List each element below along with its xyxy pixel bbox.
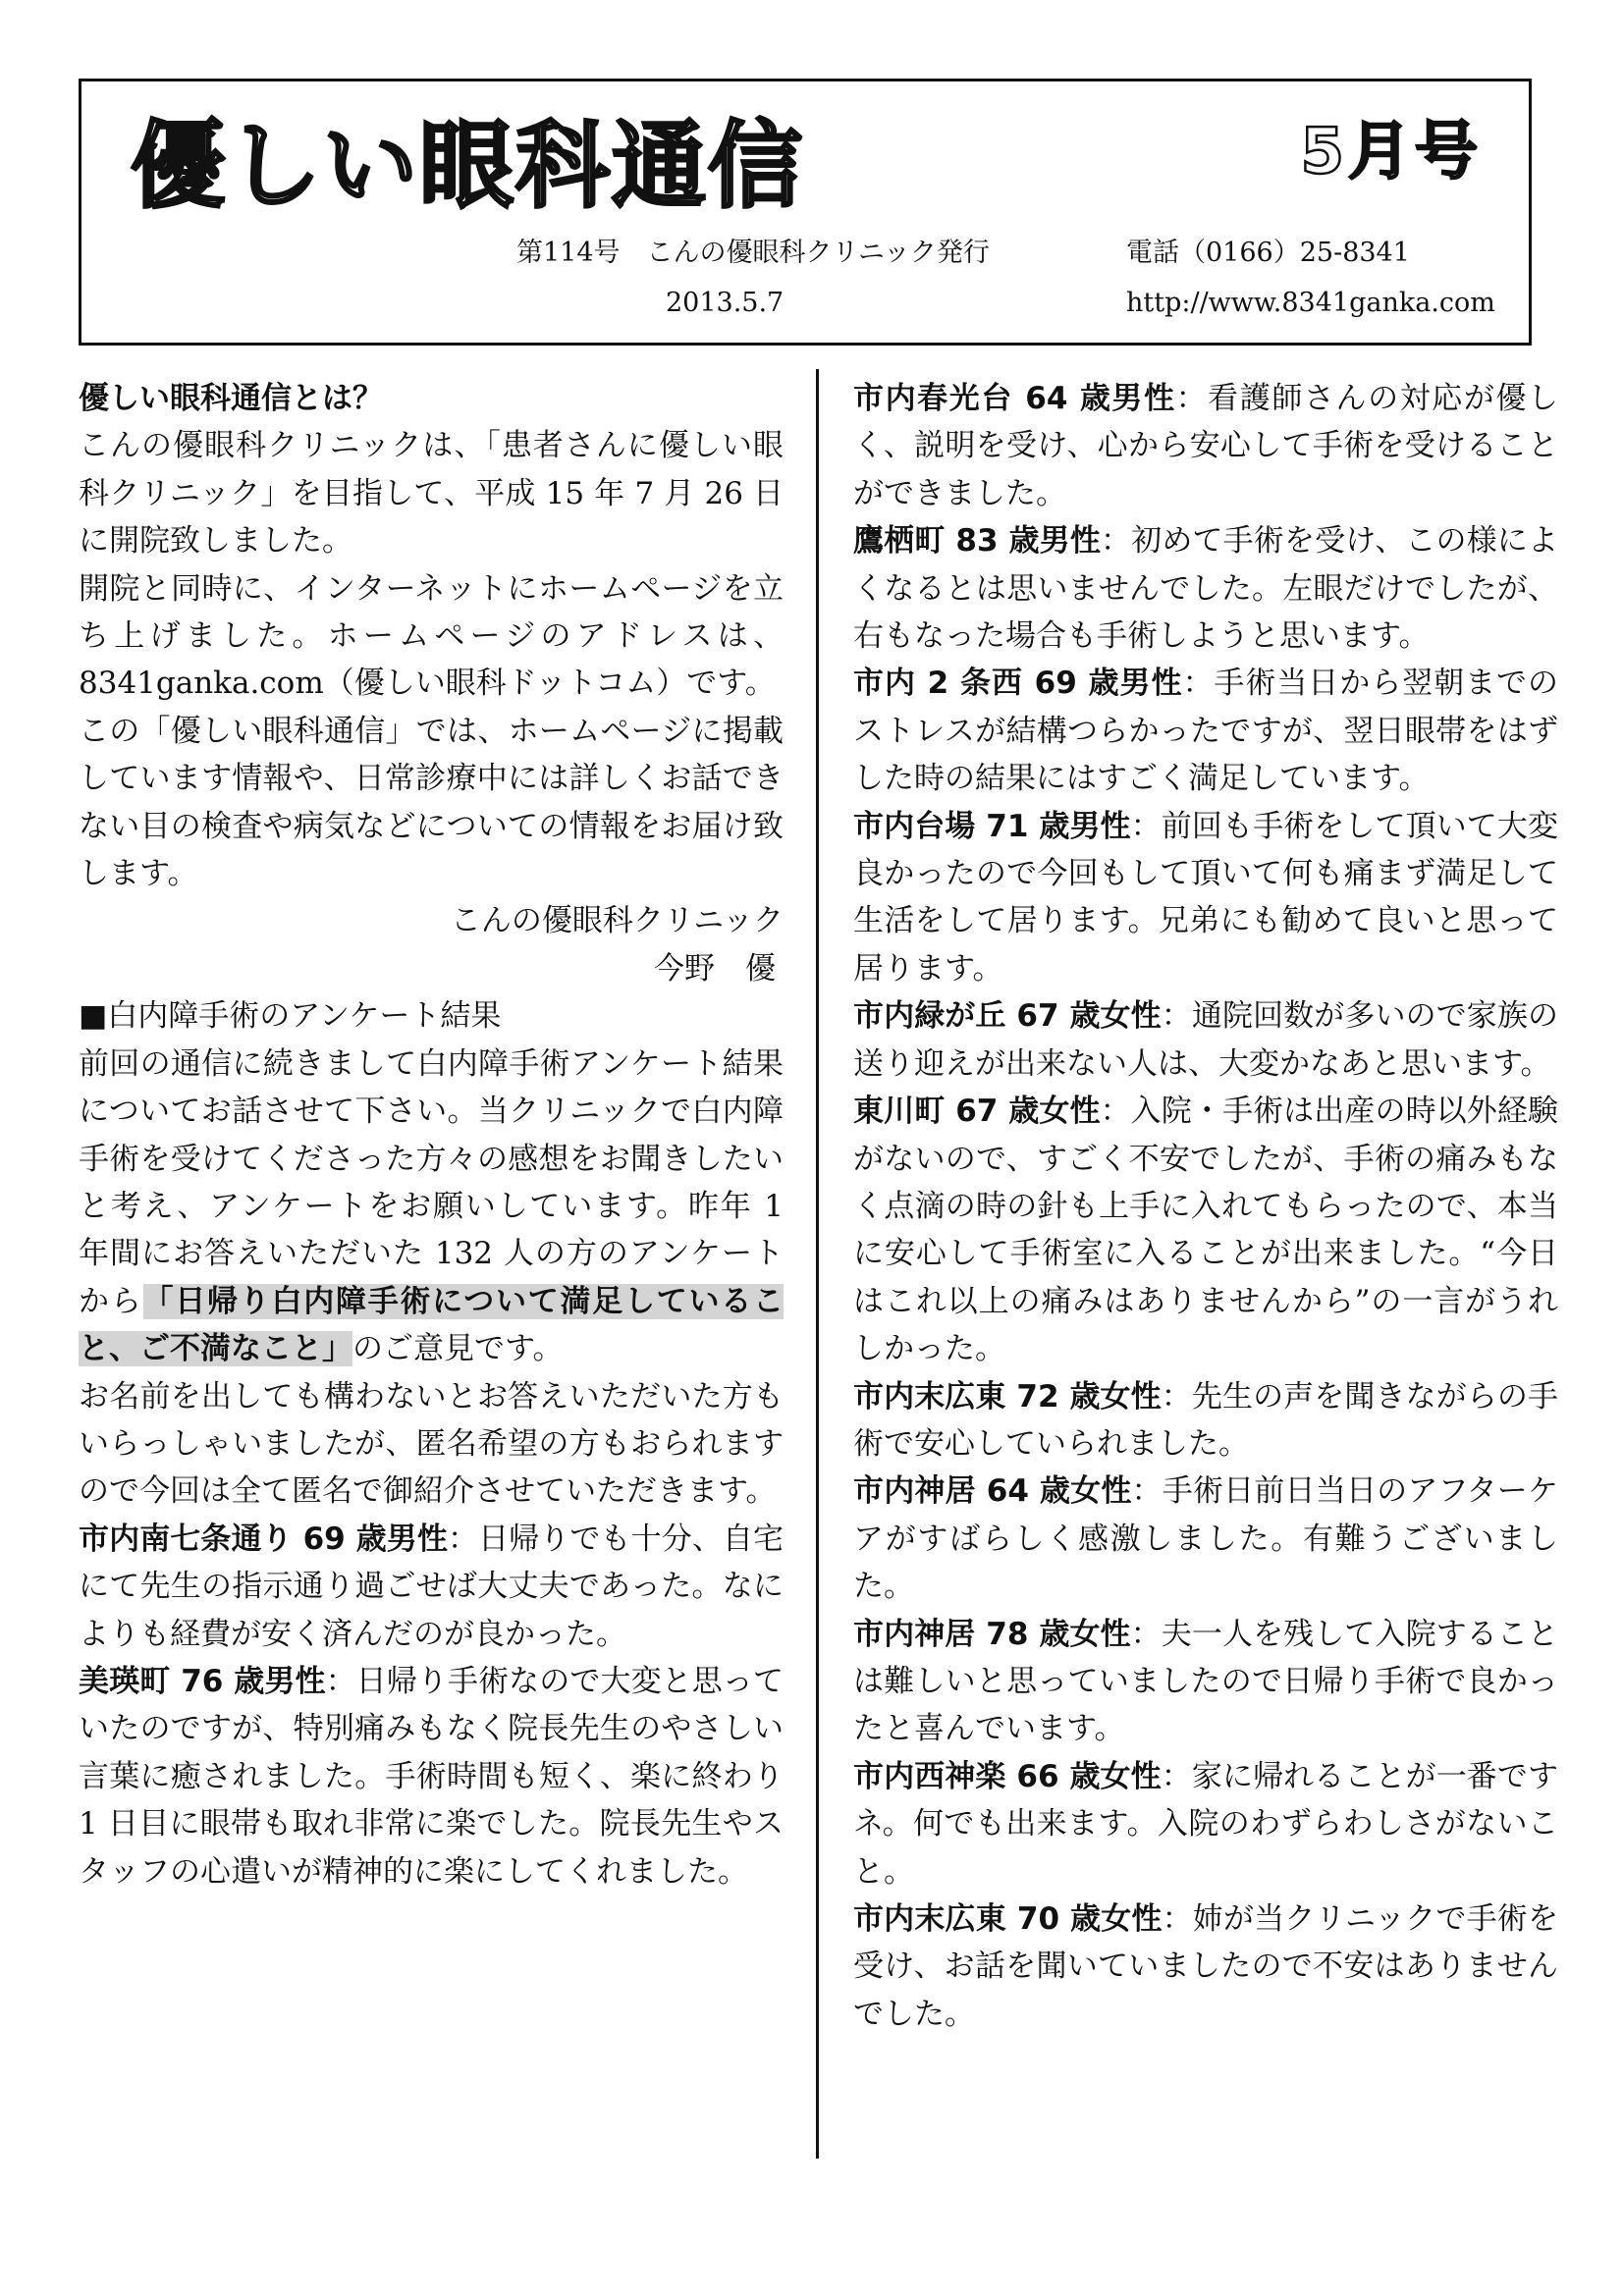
survey-text: のご意見です。: [352, 1331, 564, 1367]
comment-text: ：入院・手術は出産の時以外経験がないので、すごく不安でしたが、手術の痛みもなく点滴の時の針も上手に入れてもらったので、本当に安心して手術室に入ることが出来ました。“今日はこれ以上の痛みはありませんから”の一言がうれしかった。: [853, 1094, 1559, 1367]
comment-text: ：通院回数が多いので家族の送り迎えが出来ない人は、大変かなあと思います。: [853, 998, 1559, 1082]
comment-text: ：手術当日から翌朝までのストレスが結構つらかったですが、翌日眼帯をはずした時の結果にはすごく満足しています。: [853, 666, 1558, 797]
comment-text: ：手術日前日当日のアフターケアがすばらしく感激しました。有難うございました。: [853, 1473, 1558, 1605]
issue-publisher-line: 第114号 こんの優眼科クリニック発行: [516, 238, 990, 268]
masthead: [79, 79, 1532, 346]
respondent: 市内神居 78 歳女性: [853, 1616, 1131, 1652]
respondent: 市内春光台 64 歳男性: [853, 381, 1176, 416]
website-url[interactable]: http://www.8341ganka.com: [1126, 288, 1495, 318]
comment: [853, 1088, 1558, 1372]
author-signature: 今野 優: [654, 950, 776, 987]
comment-text: ：家に帰れることが一番ですネ。何でも出来ます。入院のわずらわしさがないこと。: [853, 1758, 1559, 1890]
left-column: [79, 375, 784, 1896]
respondent: 市内西神楽 66 歳女性: [853, 1758, 1162, 1794]
intro-heading: 優しい眼科通信とは？: [79, 381, 383, 416]
respondent: 市内緑が丘 67 歳女性: [853, 998, 1162, 1035]
survey-highlight: 「日帰り白内障手術について満足していること、ご不満なこと」: [79, 1283, 784, 1367]
comment-text: ：看護師さんの対応が優しく、説明を受け、心から安心して手術を受けることができました。: [853, 381, 1559, 511]
column-divider: [816, 369, 819, 2159]
respondent: 市内末広東 70 歳女性: [853, 1901, 1163, 1937]
intro-paragraph: 開院と同時に、インターネットにホームページを立ち上げました。ホームページのアドレスは、8341ganka.com（優しい眼科ドットコム）です。: [79, 570, 784, 702]
respondent: 市内台場 71 歳男性: [853, 808, 1131, 844]
respondent: 東川町 67 歳女性: [853, 1094, 1101, 1130]
respondent: 美瑛町 76 歳男性: [79, 1663, 326, 1699]
comment-text: ：姉が当クリニックで手術を受け、お話を聞いていましたので不安はありませんでした。: [853, 1901, 1558, 2032]
comment-text: ：日帰りでも十分、自宅にて先生の指示通り過ごせば大丈夫であった。なによりも経費が安く済んだのが良かった。: [79, 1521, 784, 1652]
survey-text: 前回の通信に続きまして白内障手術アンケート結果についてお話させて下さい。当クリニックで白内障手術を受けてくださった方々の感想をお聞きしたいと考え、アンケートをお願いしています。昨年 1 年間にお答えいただいた 132 人の方のアンケートから: [79, 1045, 784, 1319]
phone-number: 電話（0166）25-8341: [1126, 238, 1410, 268]
intro-paragraph: こんの優眼科クリニックは、「患者さんに優しい眼科クリニック」を目指して、平成 15 年 7 月 26 日に開院致しました。: [79, 428, 784, 560]
comment: [853, 992, 1558, 1088]
comment: [853, 1468, 1558, 1610]
comment: [853, 1373, 1558, 1468]
respondent: 市内 2 条西 69 歳男性: [853, 666, 1183, 702]
respondent: 市内南七条通り 69 歳男性: [79, 1521, 448, 1557]
comment: [853, 517, 1558, 660]
comment-text: ：日帰り手術なので大変と思っていたのですが、特別痛みもなく院長先生のやさしい言葉に癒されました。手術時間も短く、楽に終わり 1 日目に眼帯も取れ非常に楽でした。院長先生やスタッフの心遣いが精神的に楽にしてくれました。: [79, 1663, 784, 1890]
comment-text: ：前回も手術をして頂いて大変良かったので今回もして頂いて何も痛まず満足して生活をして居ります。兄弟にも勧めて良いと思って居ります。: [853, 808, 1558, 987]
respondent: 市内末広東 72 歳女性: [853, 1378, 1162, 1415]
comment: [853, 375, 1558, 517]
comment: [853, 1753, 1558, 1896]
survey-paragraph: [79, 1041, 784, 1373]
survey-heading: ■白内障手術のアンケート結果: [79, 998, 502, 1035]
right-column: [853, 375, 1558, 2038]
comment-text: ：初めて手術を受け、この様によくなるとは思いませんでした。左眼だけでしたが、右もなった場合も手術しようと思います。: [853, 523, 1558, 655]
respondent: 鷹栖町 83 歳男性: [853, 523, 1101, 560]
survey-paragraph: お名前を出しても構わないとお答えいただいた方もいらっしゃいましたが、匿名希望の方もおられますので今回は全て匿名で御紹介させていただきます。: [79, 1378, 784, 1510]
comment: [853, 1611, 1558, 1753]
intro-paragraph: この「優しい眼科通信」では、ホームページに掲載しています情報や、日常診療中には詳しくお話できない目の検査や病気などについての情報をお届け致します。: [79, 713, 784, 892]
issue-month: 5月号: [1300, 116, 1482, 188]
respondent: 市内神居 64 歳女性: [853, 1473, 1132, 1510]
clinic-signature: こんの優眼科クリニック: [450, 903, 784, 939]
comment: [853, 803, 1558, 993]
issue-date: 2013.5.7: [666, 288, 784, 318]
comment-text: ：先生の声を聞きながらの手術で安心していられました。: [853, 1378, 1559, 1462]
comment: [853, 1896, 1558, 2038]
newsletter-title: 優しい眼科通信: [131, 111, 804, 221]
comment: [79, 1516, 784, 1658]
comment-text: ：夫一人を残して入院することは難しいと思っていましたので日帰り手術で良かったと喜んでいます。: [853, 1616, 1558, 1747]
comment: [79, 1658, 784, 1896]
comment: [853, 660, 1558, 802]
